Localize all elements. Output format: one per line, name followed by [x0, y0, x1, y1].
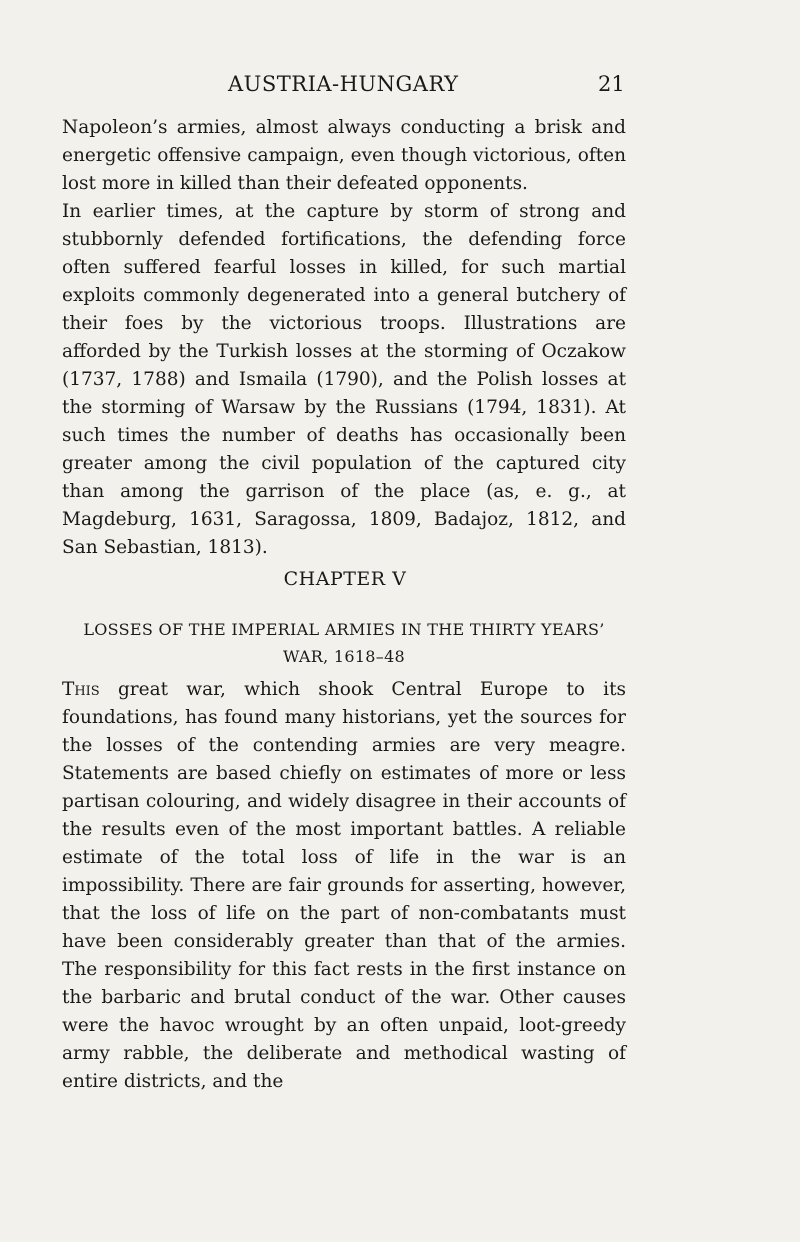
paragraph-text: Napoleon’s armies, almost always conducting a brisk and energetic offensive campaign, even though victorious, often lost more in killed than their defeated opponents. [62, 117, 626, 194]
paragraph [62, 198, 626, 562]
chapter-heading: CHAPTER V [283, 568, 407, 590]
page-number: 21 [598, 72, 625, 96]
paragraph [62, 676, 626, 1096]
paragraph-continued [62, 114, 626, 198]
paragraph-text [62, 676, 626, 1096]
lead-word: This [62, 679, 100, 700]
paragraph-body: great war, which shook Central Europe to its foundations, has found many historians, yet the sources for the losses of the contending armies are very meagre. Statements are based chiefly on estimates of more or less partisan colouring, and widely disagree in their accounts of the results even of the most important battles. A reliable estimate of the total loss of life in the war is an impossibility. There are fair grounds for asserting, however, that the loss of life on the part of non-combatants must have been considerably greater than that of the armies. The responsibility for this fact rests in the first instance on the barbaric and brutal conduct of the war. Other causes were the havoc wrought by an often unpaid, loot-greedy army rabble, the deliberate and methodical wasting of entire districts, and the [62, 679, 626, 1092]
chapter-title: LOSSES OF THE IMPERIAL ARMIES IN THE THIRTY YEARS’ WAR, 1618–48 [83, 620, 605, 666]
running-head: AUSTRIA-HUNGARY [228, 72, 459, 96]
paragraph-text: In earlier times, at the capture by storm of strong and stubbornly defended fortifications, the defending force often suffered fearful losses in killed, for such martial exploits commonly degenerated into a general butchery of their foes by the victorious troops. Illustrations are afforded by the Turkish losses at the storming of Oczakow (1737, 1788) and Ismaila (1790), and the Polish losses at the storming of Warsaw by the Russians (1794, 1831). At such times the number of deaths has occasionally been greater among the civil population of the captured city than among the garrison of the place (as, e. g., at Magdeburg, 1631, Saragossa, 1809, Badajoz, 1812, and San Sebastian, 1813). [62, 201, 626, 558]
